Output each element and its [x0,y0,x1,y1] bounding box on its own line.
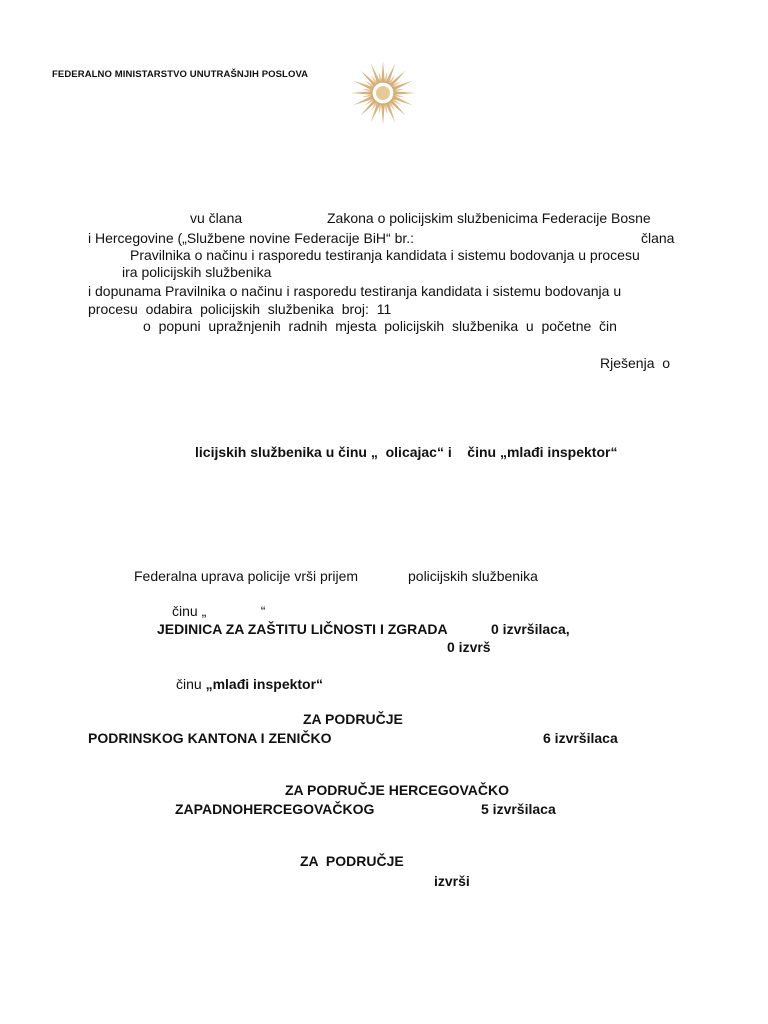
rank2-prefix: činu [176,676,206,692]
intro-line1a: vu člana [190,210,243,226]
area2-count: 5 izvršilaca [481,801,556,817]
intro-line2b: člana [641,230,675,246]
unit1-name: JEDINICA ZA ZAŠTITU LIČNOSTI I ZGRADA [157,621,448,637]
body-p1b: policijskih službenika [408,568,538,584]
rank2-label [176,676,323,693]
document-title: licijskih službenika u činu „ olicajac“ i činu „mlađi inspektor“ [195,444,618,460]
intro-line8: Rješenja o [600,355,671,371]
star-emblem-icon [350,58,416,128]
intro-line2a: i Hercegovine („Službene novine Federacije BiH“ br.: [88,230,415,246]
body-p1a: Federalna uprava policije vrši prijem [134,568,359,584]
area2-title: ZA PODRUČJE HERCEGOVAČKO [285,782,510,798]
intro-line6: procesu odabira policijskih službenika broj: 11 [88,301,392,317]
intro-line7: o popuni upražnjenih radnih mjesta policijskih službenika u početne čin [143,318,617,334]
area1-count: 6 izvršilaca [543,730,618,746]
area3-count: izvrši [434,873,470,889]
intro-line4: ira policijskih službenika [122,264,272,280]
area1-name: PODRINSKOG KANTONA I ZENIČKO [88,730,332,746]
ministry-header: FEDERALNO MINISTARSTVO UNUTRAŠNJIH POSLOVA [52,69,309,80]
unit1-count2: 0 izvrš [447,639,491,655]
rank2-name: „mlađi inspektor“ [205,676,324,692]
intro-line3: Pravilnika o načinu i rasporedu testiranja kandidata i sistemu bodovanja u procesu [130,247,640,263]
intro-line5: i dopunama Pravilnika o načinu i rasporedu testiranja kandidata i sistemu bodovanja u [88,283,622,299]
intro-line1b: Zakona o policijskim službenicima Federacije Bosne [327,210,651,226]
area3-title: ZA PODRUČJE [300,853,404,869]
rank1-label: činu „ “ [172,603,266,619]
area2-name: ZAPADNOHERCEGOVAČKOG [175,801,375,817]
unit1-count: 0 izvršilaca, [491,621,570,637]
area1-title: ZA PODRUČJE [303,711,403,727]
